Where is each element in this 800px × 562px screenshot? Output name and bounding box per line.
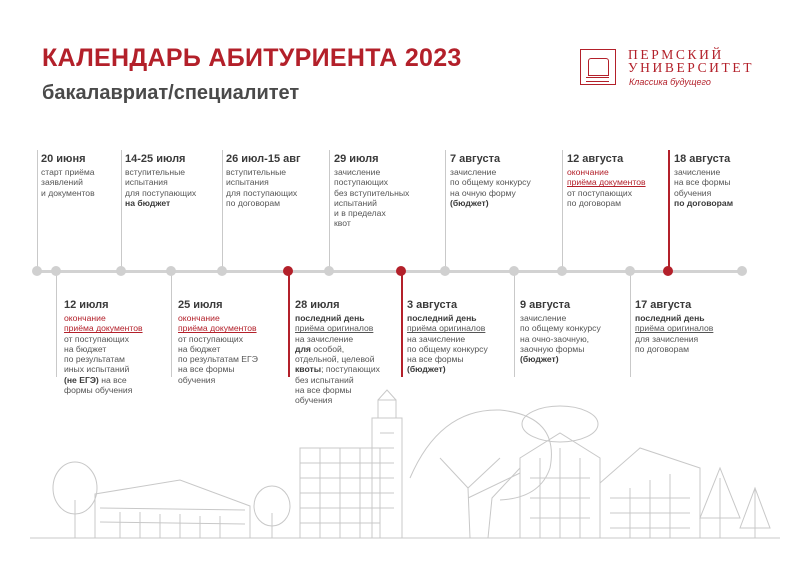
- logo-name: ПЕРМСКИЙ УНИВЕРСИТЕТ: [628, 47, 755, 75]
- timeline-dot: [116, 266, 126, 276]
- timeline-dot: [557, 266, 567, 276]
- event-9-august: 9 августа зачисление по общему конкурсу на очно-заочную, заочную формы (бюджет): [520, 299, 601, 365]
- event-29-july: 29 июля зачисление поступающих без вступительных испытаний и в пределах квот: [334, 153, 410, 229]
- timeline-dot: [737, 266, 747, 276]
- timeline-dot: [217, 266, 227, 276]
- timeline-dot: [440, 266, 450, 276]
- timeline-dot: [32, 266, 42, 276]
- page-title: КАЛЕНДАРЬ АБИТУРИЕНТА 2023: [42, 44, 462, 72]
- page-subtitle: бакалавриат/специалитет: [42, 82, 300, 104]
- event-26-jul-15-aug: 26 июл-15 авг вступительные испытания для поступающих по договорам: [226, 153, 301, 208]
- timeline-dot: [509, 266, 519, 276]
- event-20-june: 20 июня старт приёма заявлений и документов: [41, 153, 95, 198]
- event-12-august: 12 августа окончание приёма документов от поступающих по договорам: [567, 153, 646, 208]
- timeline-dot-highlight: [396, 266, 406, 276]
- university-buildings-sketch-icon: [0, 388, 800, 562]
- event-7-august: 7 августа зачисление по общему конкурсу на очную форму (бюджет): [450, 153, 531, 208]
- university-emblem-icon: [580, 49, 616, 85]
- timeline-line: [37, 270, 743, 273]
- timeline-dot: [324, 266, 334, 276]
- event-3-august: 3 августа последний день приёма оригиналов на зачисление по общему конкурсу на все формы (бюджет): [407, 299, 488, 375]
- connector-12-july: [56, 272, 57, 377]
- event-18-august: 18 августа зачисление на все формы обучения по договорам: [674, 153, 734, 208]
- event-25-july: 25 июля окончание приёма документов от поступающих на бюджет по результатам ЕГЭ на все формы обучения: [178, 299, 258, 385]
- event-28-july: 28 июля последний день приёма оригиналов на зачисление для особой, отдельной, целевой квоты; поступающих без испытаний на все формы обучения: [295, 299, 380, 406]
- timeline-dot: [625, 266, 635, 276]
- timeline-dot: [51, 266, 61, 276]
- event-14-25-july: 14-25 июля вступительные испытания для поступающих на бюджет: [125, 153, 197, 208]
- timeline-dot: [166, 266, 176, 276]
- connector-20-june: [37, 150, 38, 270]
- logo-tagline: Классика будущего: [629, 77, 711, 87]
- event-17-august: 17 августа последний день приёма оригиналов для зачисления по договорам: [635, 299, 714, 354]
- timeline-dot-highlight: [663, 266, 673, 276]
- event-12-july: 12 июля окончание приёма документов от поступающих на бюджет по результатам иных испытаний (не ЕГЭ) на все формы обучения: [64, 299, 143, 396]
- university-logo: [580, 49, 765, 89]
- timeline-dot-highlight: [283, 266, 293, 276]
